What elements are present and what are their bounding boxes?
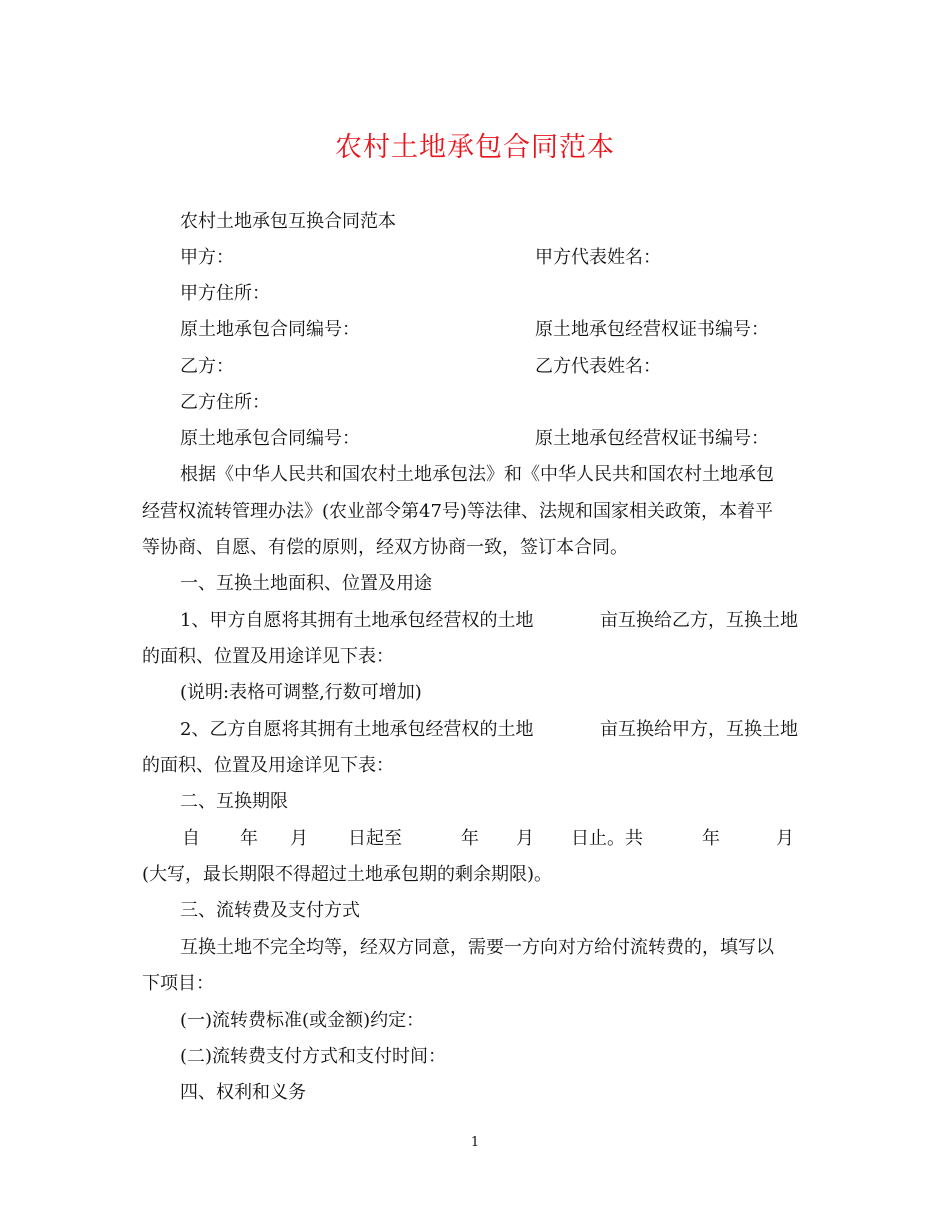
section-2-heading: 二、互换期限 xyxy=(180,791,288,812)
section-3-item-1: (一)流转费标准(或金额)约定： xyxy=(180,1010,425,1031)
preamble-line-1: 根据《中华人民共和国农村土地承包法》和《中华人民共和国农村土地承包 xyxy=(180,464,774,485)
period-year-1: 年 xyxy=(240,828,258,849)
party-a-address-label: 甲方住所： xyxy=(180,283,270,304)
party-b-rep-label: 乙方代表姓名： xyxy=(535,356,661,377)
section-1-item-2-part-b: 亩互换给甲方，互换土地 xyxy=(600,719,798,740)
period-total-years: 年 xyxy=(702,828,720,849)
section-3-body-line-1: 互换土地不完全均等，经双方同意，需要一方向对方给付流转费的，填写以 xyxy=(180,937,774,958)
party-b-contract-no-label: 原土地承包合同编号： xyxy=(180,428,360,449)
party-a-rep-label: 甲方代表姓名： xyxy=(535,247,661,268)
table-note: (说明:表格可调整,行数可增加) xyxy=(180,682,422,703)
section-1-item-2-part-a: 2、乙方自愿将其拥有土地承包经营权的土地 xyxy=(180,719,534,740)
party-b-cert-no-label: 原土地承包经营权证书编号： xyxy=(535,428,769,449)
preamble-line-2: 经营权流转管理办法》(农业部令第47号)等法律、法规和国家相关政策，本着平 xyxy=(142,501,773,522)
section-3-body-line-2: 下项目： xyxy=(142,973,214,994)
subtitle: 农村土地承包互换合同范本 xyxy=(180,211,396,232)
section-1-item-2-part-c: 的面积、位置及用途详见下表： xyxy=(142,755,394,776)
page-number: 1 xyxy=(470,1135,480,1150)
preamble-line-3: 等协商、自愿、有偿的原则，经双方协商一致，签订本合同。 xyxy=(142,537,628,558)
period-total-months: 月 xyxy=(776,828,794,849)
party-b-label: 乙方： xyxy=(180,356,234,377)
period-month-2: 月 xyxy=(516,828,534,849)
section-3-item-2: (二)流转费支付方式和支付时间： xyxy=(180,1046,447,1067)
party-b-address-label: 乙方住所： xyxy=(180,392,270,413)
document-title: 农村土地承包合同范本 xyxy=(335,132,615,163)
period-month-1: 月 xyxy=(290,828,308,849)
party-a-contract-no-label: 原土地承包合同编号： xyxy=(180,319,360,340)
section-1-item-1-part-c: 的面积、位置及用途详见下表： xyxy=(142,646,394,667)
section-1-item-1-part-a: 1、甲方自愿将其拥有土地承包经营权的土地 xyxy=(180,610,534,631)
section-4-heading: 四、权利和义务 xyxy=(180,1082,306,1103)
period-note: (大写，最长期限不得超过土地承包期的剩余期限)。 xyxy=(142,864,553,885)
period-day-end: 日止。共 xyxy=(571,828,643,849)
party-a-label: 甲方： xyxy=(180,247,234,268)
section-1-item-1-part-b: 亩互换给乙方，互换土地 xyxy=(600,610,798,631)
section-1-heading: 一、互换土地面积、位置及用途 xyxy=(180,573,432,594)
period-year-2: 年 xyxy=(461,828,479,849)
period-day-to: 日起至 xyxy=(348,828,402,849)
section-3-heading: 三、流转费及支付方式 xyxy=(180,900,360,921)
period-from: 自 xyxy=(182,828,200,849)
party-a-cert-no-label: 原土地承包经营权证书编号： xyxy=(535,319,769,340)
